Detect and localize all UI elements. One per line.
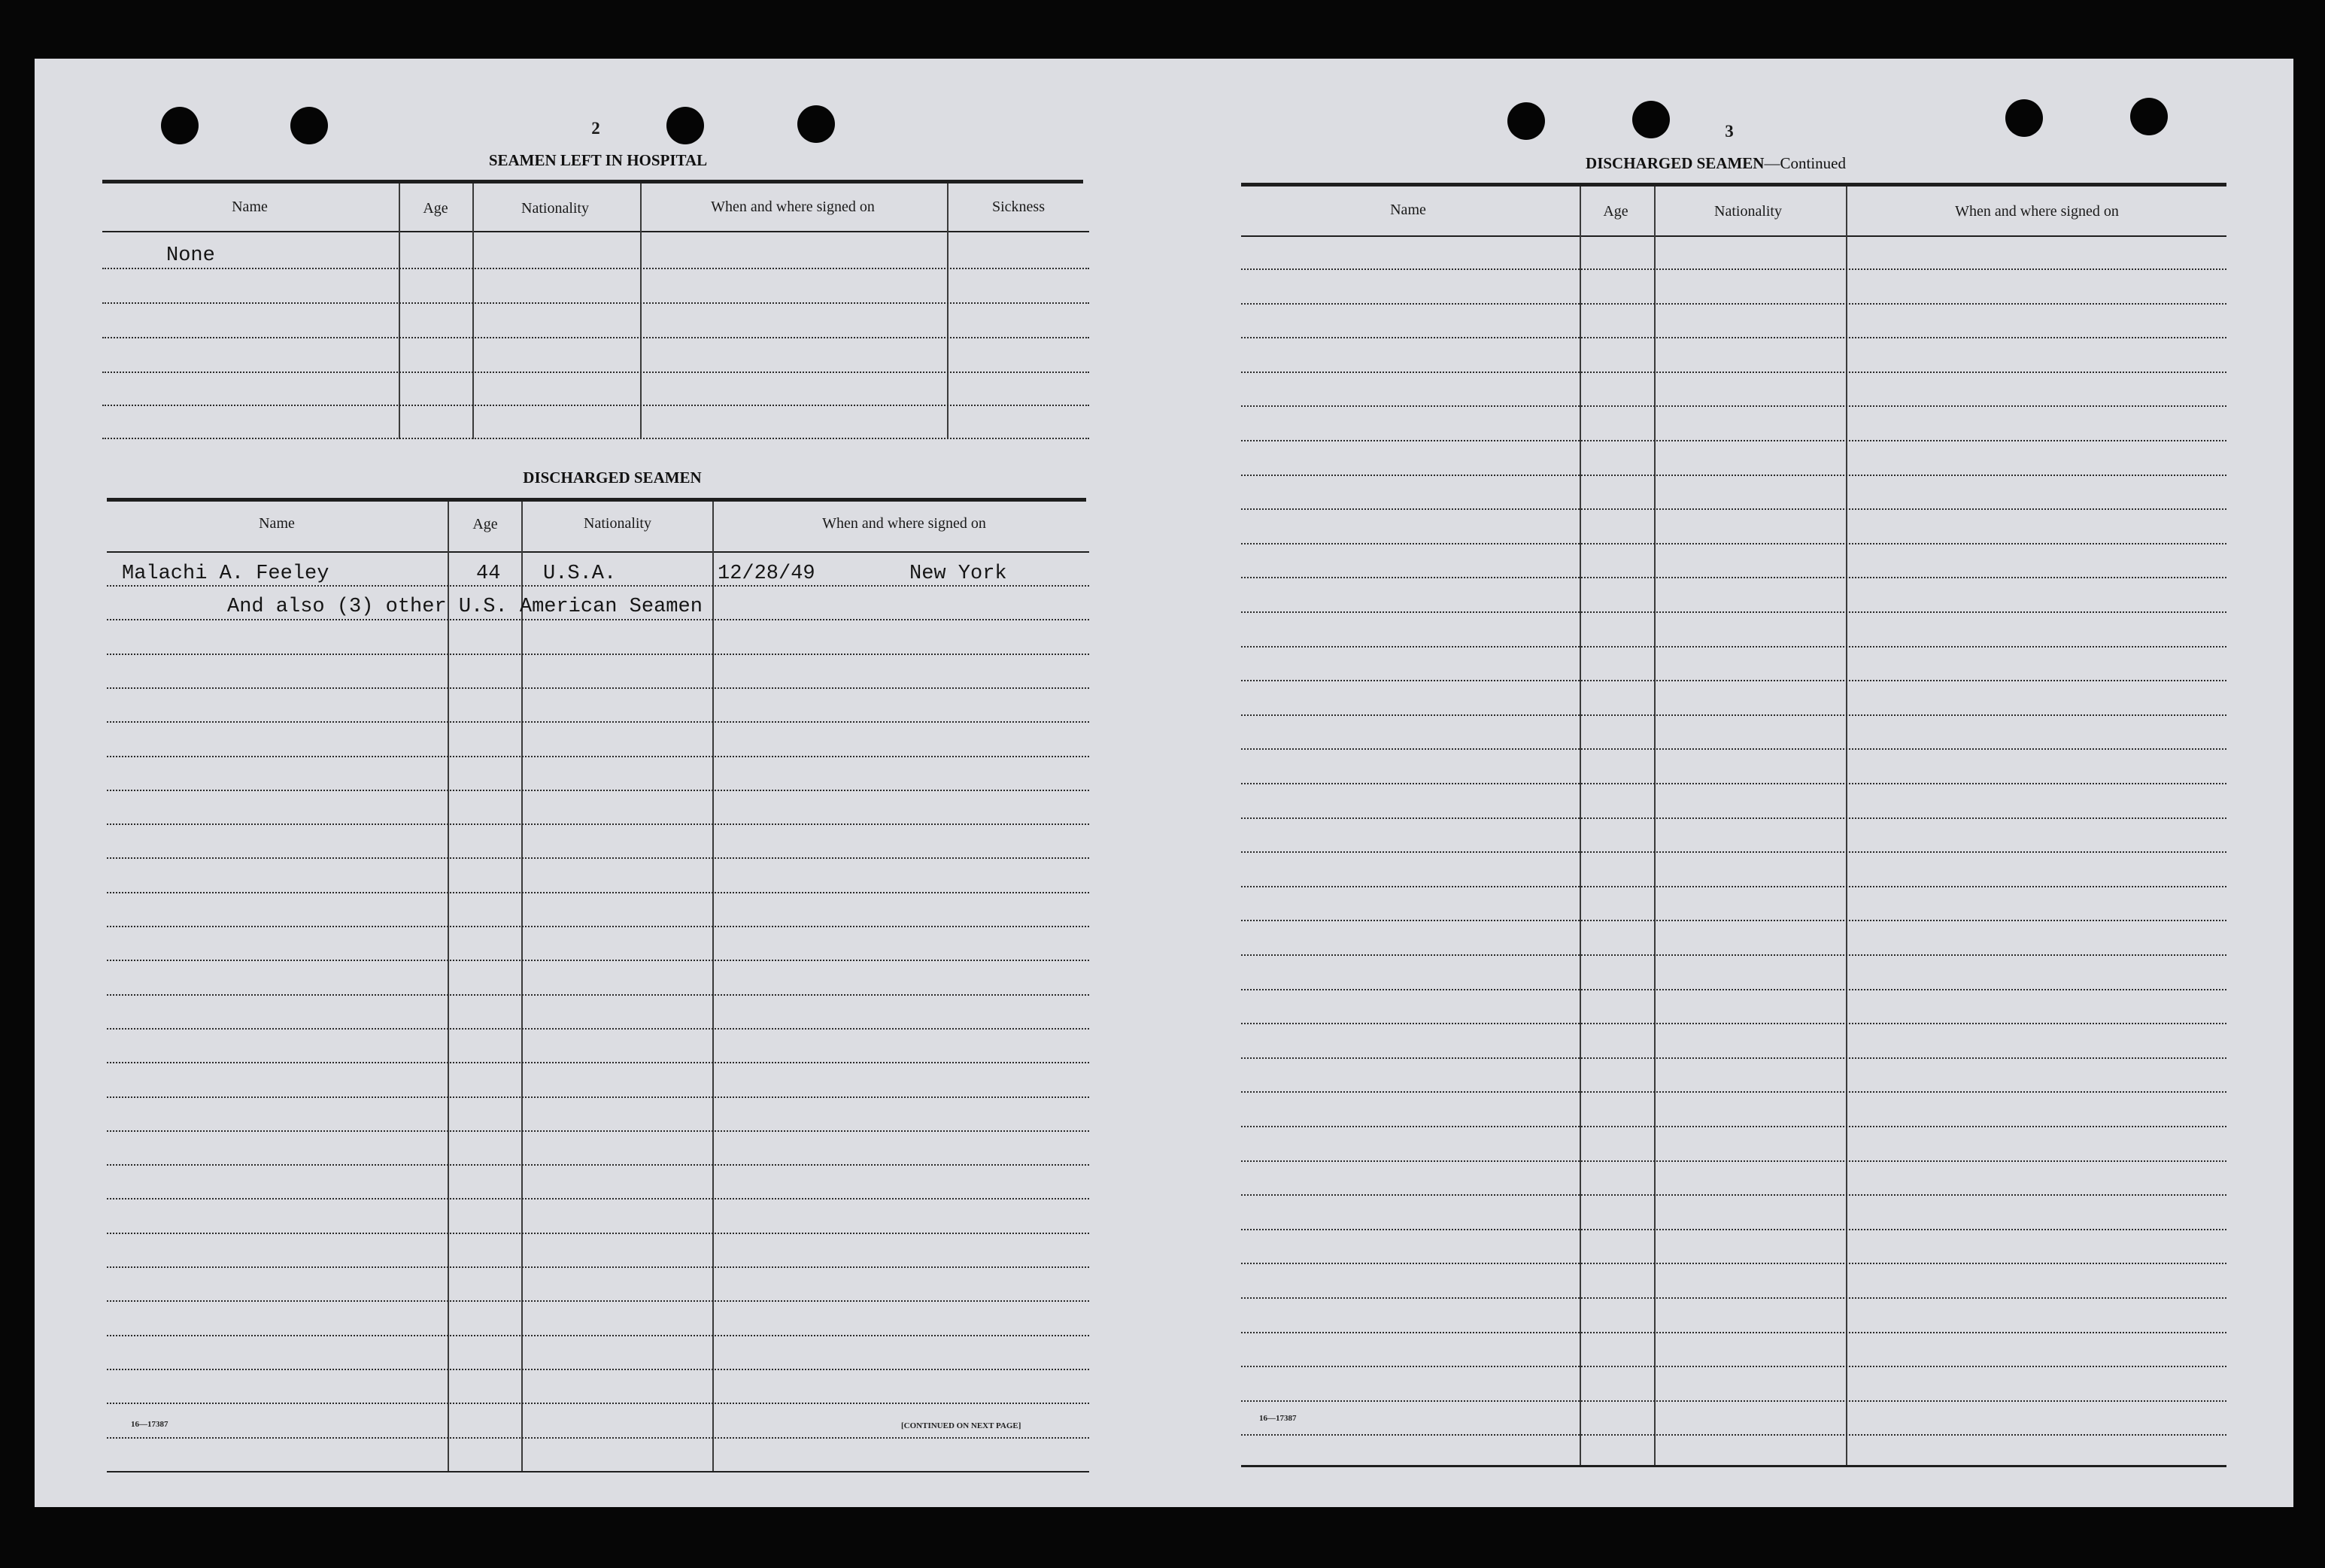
column-header-name: Name xyxy=(1390,202,1426,218)
punch-hole xyxy=(797,105,835,143)
dotted-row-line xyxy=(1241,1434,2226,1436)
dotted-row-line xyxy=(107,1233,1089,1234)
dotted-row-line xyxy=(107,1096,1089,1098)
column-header-age: Age xyxy=(1603,203,1628,220)
table-top-rule xyxy=(107,498,1086,502)
column-divider xyxy=(640,183,642,439)
dotted-row-line xyxy=(1241,1126,2226,1127)
punch-hole xyxy=(1507,102,1545,140)
title-suffix: —Continued xyxy=(1764,154,1846,172)
dotted-row-line xyxy=(107,857,1089,859)
seaman-nationality: U.S.A. xyxy=(543,563,617,585)
dotted-row-line xyxy=(1241,303,2226,305)
dotted-row-line xyxy=(107,721,1089,723)
dotted-row-line xyxy=(1241,372,2226,373)
dotted-row-line xyxy=(1241,1366,2226,1367)
page-number: 3 xyxy=(1725,122,1734,141)
header-rule xyxy=(107,551,1089,553)
table-top-rule xyxy=(102,180,1083,183)
column-divider xyxy=(712,502,714,1472)
dotted-row-line xyxy=(1241,1194,2226,1196)
section-title-hospital: SEAMEN LEFT IN HOSPITAL xyxy=(488,151,708,169)
column-header-age: Age xyxy=(423,200,448,217)
dotted-row-line xyxy=(107,1403,1089,1404)
dotted-row-line xyxy=(102,438,1089,439)
column-header-signed-on: When and where signed on xyxy=(711,199,875,215)
dotted-row-line xyxy=(1241,851,2226,853)
dotted-row-line xyxy=(1241,611,2226,613)
punch-hole xyxy=(161,107,199,144)
dotted-row-line xyxy=(1241,989,2226,990)
seaman-signed-date: 12/28/49 xyxy=(718,563,815,585)
column-divider xyxy=(448,502,449,1472)
microfilm-document-sheet xyxy=(35,59,2293,1507)
dotted-row-line xyxy=(1241,1057,2226,1059)
punch-hole xyxy=(2005,99,2043,137)
dotted-row-line xyxy=(107,1198,1089,1200)
dotted-row-line xyxy=(1241,1297,2226,1299)
dotted-row-line xyxy=(1241,337,2226,338)
seaman-age: 44 xyxy=(476,563,501,585)
column-header-sickness: Sickness xyxy=(992,199,1045,215)
dotted-row-line xyxy=(1241,680,2226,681)
continued-note: [CONTINUED ON NEXT PAGE] xyxy=(901,1421,1021,1430)
dotted-row-line xyxy=(107,1300,1089,1302)
dotted-row-line xyxy=(107,1164,1089,1166)
dotted-row-line xyxy=(107,687,1089,689)
dotted-row-line xyxy=(1241,508,2226,510)
column-divider xyxy=(399,183,400,439)
column-header-age: Age xyxy=(472,516,498,532)
dotted-row-line xyxy=(107,654,1089,655)
punch-hole xyxy=(290,107,328,144)
dotted-row-line xyxy=(107,994,1089,996)
dotted-row-line xyxy=(1241,817,2226,819)
dotted-row-line xyxy=(1241,1229,2226,1230)
column-divider xyxy=(1654,187,1656,1466)
title-main: DISCHARGED SEAMEN xyxy=(1586,154,1765,172)
dotted-row-line xyxy=(1241,1263,2226,1264)
dotted-row-line xyxy=(107,1437,1089,1439)
column-header-nationality: Nationality xyxy=(584,515,651,532)
column-divider xyxy=(1846,187,1847,1466)
dotted-row-line xyxy=(1241,714,2226,716)
section-title-discharged: DISCHARGED SEAMEN xyxy=(523,469,702,487)
dotted-row-line xyxy=(107,823,1089,825)
dotted-row-line xyxy=(1241,783,2226,784)
additional-seamen-note: And also (3) other U.S. American Seamen xyxy=(227,596,703,618)
dotted-row-line xyxy=(1241,1400,2226,1402)
dotted-row-line xyxy=(107,756,1089,757)
form-number: 16—17387 xyxy=(1259,1414,1297,1423)
seaman-signed-place: New York xyxy=(909,563,1007,585)
column-header-signed-on: When and where signed on xyxy=(822,515,986,532)
dotted-row-line xyxy=(1241,954,2226,956)
dotted-row-line xyxy=(1241,1160,2226,1162)
dotted-row-line xyxy=(102,302,1089,304)
dotted-row-line xyxy=(107,926,1089,927)
dotted-row-line xyxy=(102,405,1089,406)
column-header-name: Name xyxy=(259,515,295,532)
header-rule xyxy=(1241,235,2226,237)
column-divider xyxy=(472,183,474,439)
dotted-row-line xyxy=(1241,543,2226,544)
dotted-row-line xyxy=(107,892,1089,893)
dotted-row-line xyxy=(1241,440,2226,441)
punch-hole xyxy=(2130,98,2168,135)
dotted-row-line xyxy=(107,585,1089,587)
form-number: 16—17387 xyxy=(131,1420,168,1429)
dotted-row-line xyxy=(1241,1023,2226,1024)
dotted-row-line xyxy=(102,337,1089,338)
section-title-discharged-continued xyxy=(1586,154,1846,173)
hospital-entry: None xyxy=(166,244,215,267)
table-bottom-rule xyxy=(107,1471,1089,1472)
dotted-row-line xyxy=(1241,268,2226,270)
dotted-row-line xyxy=(102,268,1089,269)
dotted-row-line xyxy=(107,1335,1089,1336)
dotted-row-line xyxy=(107,1266,1089,1268)
dotted-row-line xyxy=(107,960,1089,961)
dotted-row-line xyxy=(107,1028,1089,1030)
dotted-row-line xyxy=(107,1130,1089,1132)
header-rule xyxy=(102,231,1089,232)
dotted-row-line xyxy=(107,790,1089,791)
dotted-row-line xyxy=(1241,920,2226,921)
column-divider xyxy=(947,183,949,439)
column-header-nationality: Nationality xyxy=(1714,203,1782,220)
dotted-row-line xyxy=(1241,577,2226,578)
dotted-row-line xyxy=(102,372,1089,373)
column-divider xyxy=(521,502,523,1472)
dotted-row-line xyxy=(1241,748,2226,750)
seaman-name: Malachi A. Feeley xyxy=(122,563,329,585)
column-header-signed-on: When and where signed on xyxy=(1955,203,2119,220)
dotted-row-line xyxy=(1241,1332,2226,1333)
column-header-nationality: Nationality xyxy=(521,200,589,217)
dotted-row-line xyxy=(1241,1091,2226,1093)
dotted-row-line xyxy=(107,1062,1089,1063)
dotted-row-line xyxy=(107,1369,1089,1370)
column-divider xyxy=(1580,187,1581,1466)
table-top-rule xyxy=(1241,183,2226,187)
page-number: 2 xyxy=(591,119,600,138)
column-header-name: Name xyxy=(232,199,268,215)
dotted-row-line xyxy=(1241,475,2226,476)
dotted-row-line xyxy=(107,619,1089,620)
dotted-row-line xyxy=(1241,646,2226,648)
table-bottom-rule xyxy=(1241,1465,2226,1467)
punch-hole xyxy=(1632,101,1670,138)
punch-hole xyxy=(666,107,704,144)
dotted-row-line xyxy=(1241,886,2226,887)
dotted-row-line xyxy=(1241,405,2226,407)
